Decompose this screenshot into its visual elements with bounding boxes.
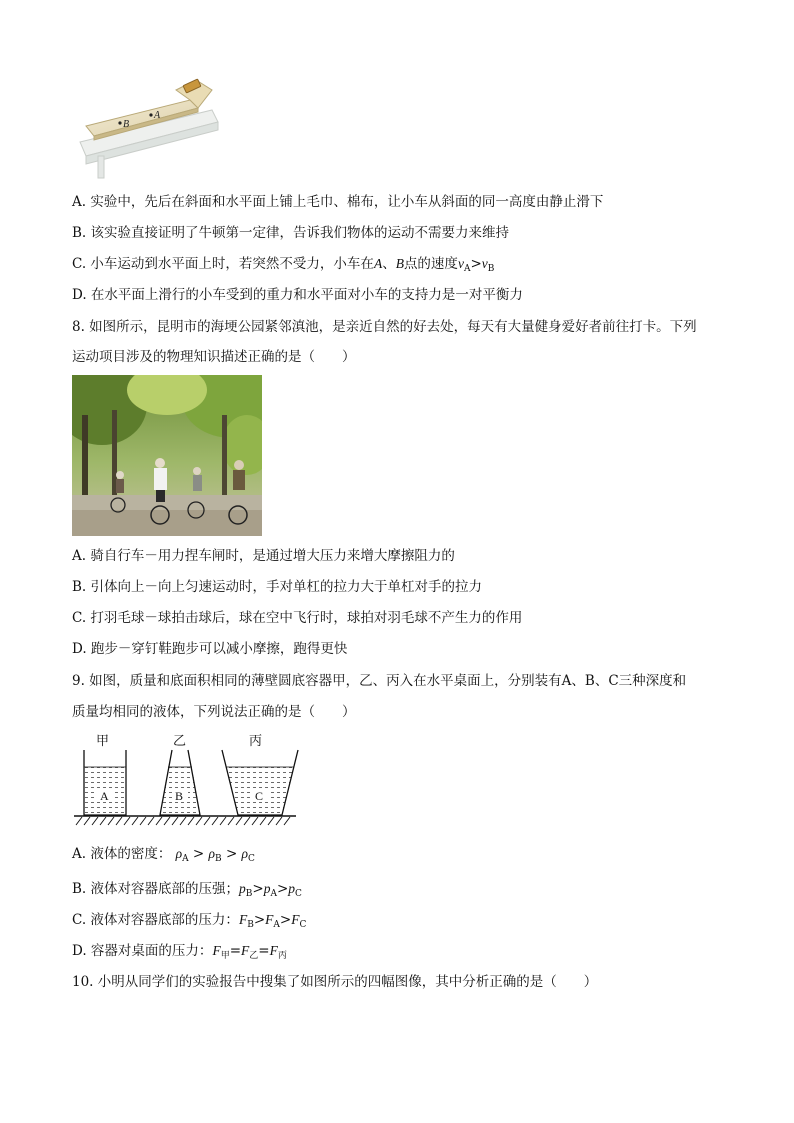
q7-sub-a: A — [463, 264, 471, 274]
fd-eq-1: = — [229, 943, 242, 959]
f-gt-2: > — [279, 912, 292, 928]
p-1-sub: B — [245, 889, 253, 899]
f-gt-1: > — [253, 912, 266, 928]
rho-2-sub: B — [215, 854, 222, 864]
rho-3: ρ — [241, 846, 249, 861]
three-containers-figure — [72, 730, 300, 828]
p-3: p — [288, 881, 296, 896]
q9-stem-line1: 9. 如图，质量和底面积相同的薄壁圆底容器甲，乙、丙入在水平桌面上，分别装有A、B、C三种深度和 — [72, 673, 687, 689]
fd-1: F — [212, 943, 221, 958]
f-3-sub: C — [299, 920, 307, 930]
f-2: F — [265, 912, 274, 927]
fd-eq-2: = — [258, 943, 270, 959]
p-gt-2: > — [276, 881, 289, 897]
p-gt-1: > — [252, 881, 264, 897]
p-2: p — [263, 881, 271, 896]
f-1: F — [238, 912, 248, 927]
q7-point-a: A — [373, 256, 383, 271]
point-b-label: B — [123, 119, 130, 130]
fd-2: F — [241, 943, 250, 958]
rho-1: ρ — [175, 846, 183, 861]
q7-point-b: B — [395, 256, 404, 271]
container-bing-label: 丙 — [249, 734, 263, 749]
q8-option-b: B. 引体向上－向上匀速运动时，手对单杠的拉力大于单杠对手的拉力 — [72, 579, 483, 595]
liquid-c-label: C — [255, 789, 264, 803]
p-3-sub: C — [295, 889, 302, 899]
q7-sub-b: B — [487, 264, 495, 274]
q9-option-b-text: B. 液体对容器底部的压强； — [72, 881, 240, 897]
q7-velocity-v1: v — [457, 256, 464, 271]
q7-option-c-text: C. 小车运动到水平面上时，若突然不受力，小车在 — [72, 256, 374, 272]
rho-2: ρ — [208, 846, 216, 861]
fd-3: F — [269, 943, 278, 958]
q9-option-c — [72, 911, 306, 934]
fd-3-sub: 丙 — [277, 951, 287, 961]
q8-stem-line1: 8. 如图所示，昆明市的海埂公园紧邻滇池，是亲近自然的好去处，每天有大量健身爱好者前往打卡。下列 — [72, 319, 697, 335]
q9-option-d-text: D. 容器对桌面的压力： — [72, 943, 213, 959]
f-1-sub: B — [247, 920, 254, 930]
q7-option-b: B. 该实验直接证明了牛顿第一定律，告诉我们物体的运动不需要力来维持 — [72, 225, 510, 241]
q9-stem-line2: 质量均相同的液体，下列说法正确的是（ ） — [72, 704, 356, 720]
q7-velocity-v2: v — [481, 256, 488, 271]
q7-sep: 、 — [382, 256, 396, 272]
q10-stem: 10. 小明从同学们的实验报告中搜集了如图所示的四幅图像，其中分析正确的是（ ） — [72, 974, 598, 990]
q7-option-c — [72, 255, 494, 278]
q8-option-c: C. 打羽毛球－球拍击球后，球在空中飞行时，球拍对羽毛球不产生力的作用 — [72, 610, 523, 626]
f-3: F — [291, 912, 300, 927]
q9-option-c-text: C. 液体对容器底部的压力： — [72, 912, 239, 928]
liquid-a-label: A — [100, 789, 109, 803]
p-2-sub: A — [270, 889, 277, 899]
liquid-b-label: B — [175, 789, 184, 803]
container-jia-label: 甲 — [96, 734, 110, 749]
rho-1-sub: A — [182, 854, 189, 864]
q8-option-d: D. 跑步－穿钉鞋跑步可以减小摩擦，跑得更快 — [72, 641, 348, 657]
gt-1: > — [192, 846, 205, 862]
q9-option-d — [72, 942, 287, 965]
gt-2: > — [225, 846, 238, 862]
fd-1-sub: 甲 — [220, 951, 230, 961]
park-cycling-photo — [72, 375, 262, 536]
q8-option-a: A. 骑自行车－用力捏车闸时，是通过增大压力来增大摩擦阻力的 — [72, 548, 455, 564]
q7-option-a: A. 实验中，先后在斜面和水平面上铺上毛巾、棉布，让小车从斜面的同一高度由静止滑下 — [72, 194, 604, 210]
q9-option-b — [72, 880, 302, 903]
rho-3-sub: C — [248, 854, 255, 864]
f-2-sub: A — [273, 920, 280, 930]
q9-option-a — [72, 845, 255, 868]
incline-experiment-figure — [72, 70, 222, 180]
fd-2-sub: 乙 — [249, 951, 259, 961]
q7-gt: > — [470, 256, 482, 272]
p-1: p — [239, 881, 246, 896]
point-a-label: A — [154, 110, 161, 121]
q9-option-a-text: A. 液体的密度： — [72, 846, 172, 862]
q8-stem-line2: 运动项目涉及的物理知识描述正确的是（ ） — [72, 349, 356, 365]
q7-option-d: D. 在水平面上滑行的小车受到的重力和水平面对小车的支持力是一对平衡力 — [72, 287, 523, 303]
q7-option-c-mid: 点的速度 — [403, 256, 458, 272]
container-yi-label: 乙 — [173, 734, 187, 749]
